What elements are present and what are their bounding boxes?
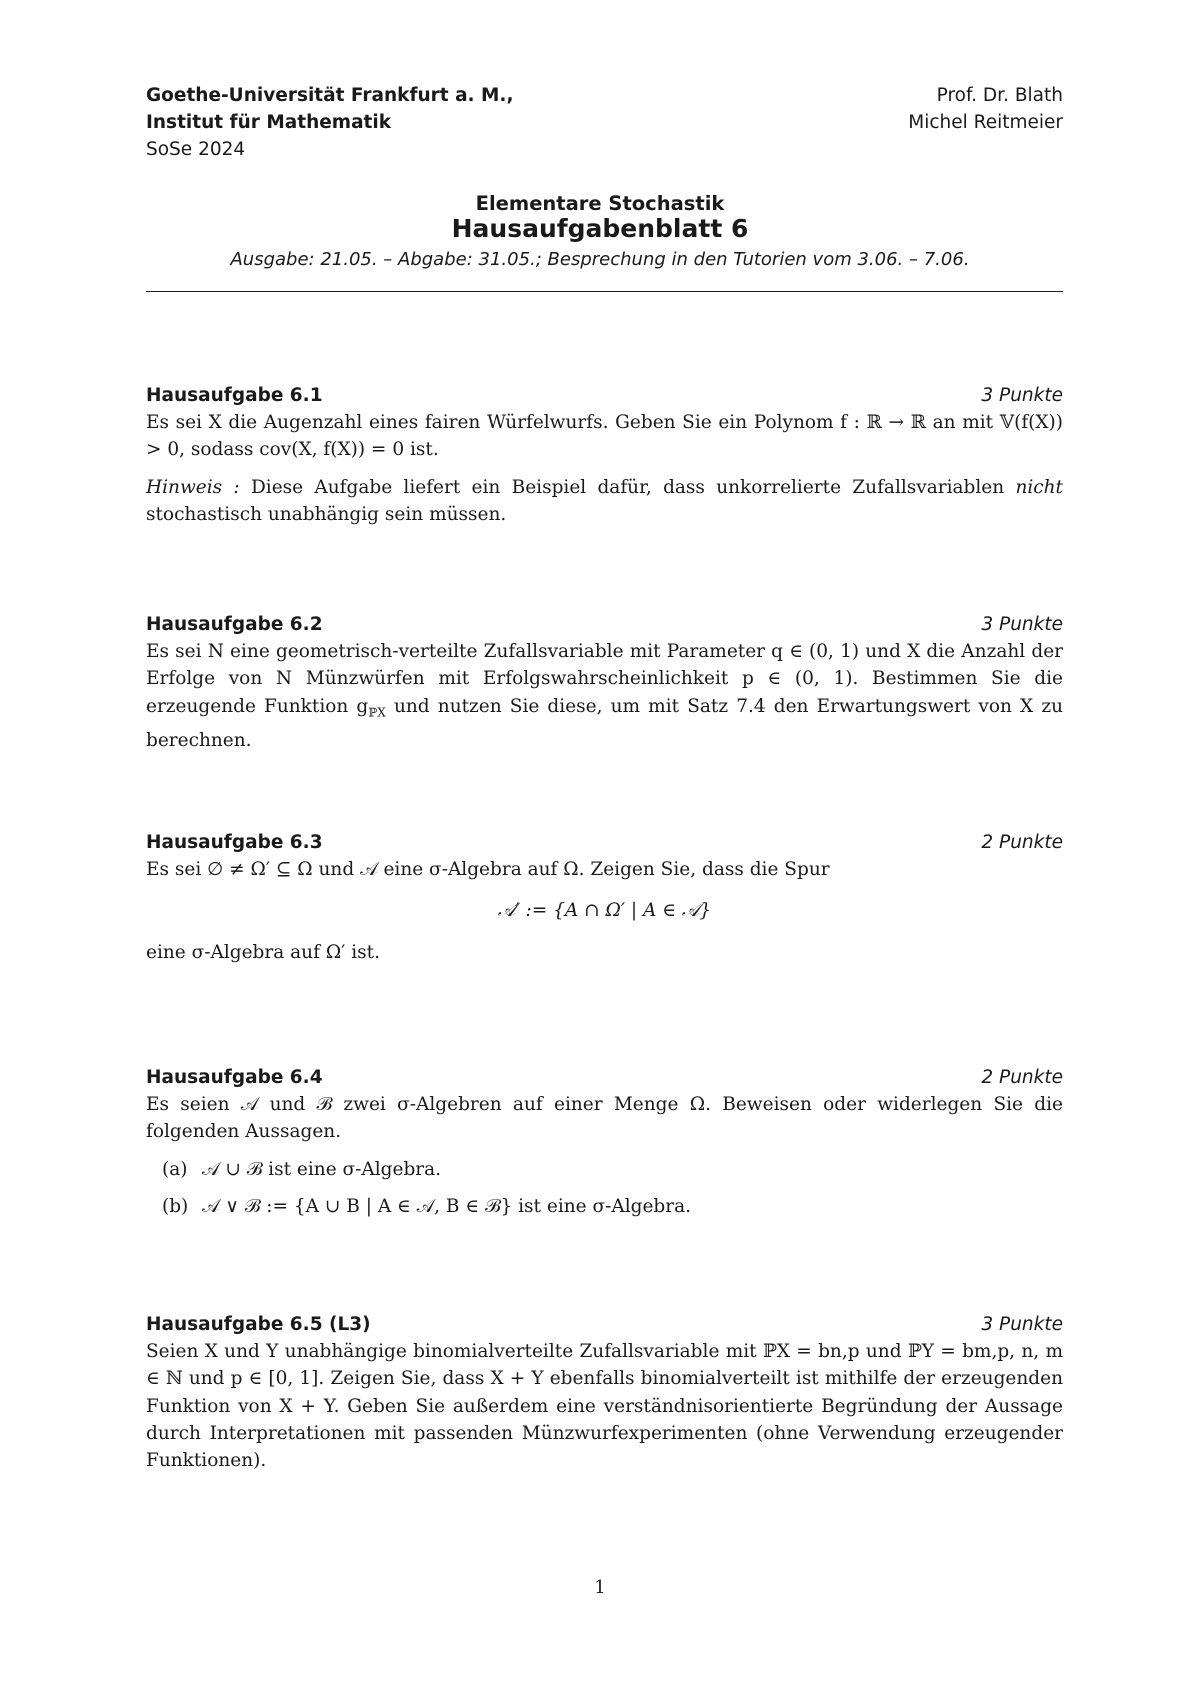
task-statement: Es seien 𝒜 und ℬ zwei σ-Algebren auf einer Menge Ω. Beweisen oder widerlegen Sie die folgenden Aussagen. [146,1094,1063,1143]
task-text [146,856,1063,966]
task-header [146,611,1063,638]
display-formula: 𝒜′ := {A ∩ Ω′ | A ∈ 𝒜} [497,900,712,922]
task-points: 2 Punkte [981,1067,1063,1088]
task-text [146,1338,1063,1474]
task-statement-end: eine σ-Algebra auf Ω′ ist. [146,941,380,963]
task-statement [146,638,1063,754]
task-points: 2 Punkte [981,832,1063,853]
task-header [146,382,1063,409]
header-rule [146,291,1063,292]
item-text: 𝒜 ∨ ℬ := {A ∪ B | A ∈ 𝒜, B ∈ ℬ} ist eine σ-Algebra. [202,1195,692,1217]
assistant-name: Michel Reitmeier [908,112,1063,133]
hint-emphasis: nicht [1015,476,1063,498]
task-6-3 [146,829,1063,966]
item-label: (a) [162,1158,188,1180]
task-hint [146,474,1063,529]
statement-part-2: und nutzen Sie diese, um mit Satz 7.4 den Erwartungswert von X zu berechnen. [146,695,1063,751]
task-6-4 [146,1064,1063,1220]
task-title: Hausaufgabe 6.3 [146,832,323,853]
hint-label: Hinweis : [146,476,240,498]
statement-part-1: Es sei N eine geometrisch-verteilte Zufallsvariable mit Parameter q ∈ (0, 1) und X die Anzahl der Erfolge von N Münzwürfen mit Erfolgswahrscheinlichkeit p ∈ (0, 1). Bestimmen Sie die erzeugende Funktion g [146,641,1063,717]
item-label: (b) [162,1195,189,1217]
task-points: 3 Punkte [981,1314,1063,1335]
task-title: Hausaufgabe 6.1 [146,385,323,406]
university-name: Goethe-Universität Frankfurt a. M., [146,85,514,106]
professor-name: Prof. Dr. Blath [936,85,1063,106]
task-title: Hausaufgabe 6.4 [146,1067,323,1088]
task-title: Hausaufgabe 6.5 (L3) [146,1314,371,1335]
page-number: 1 [594,1577,606,1598]
course-title: Elementare Stochastik [475,192,725,215]
task-text [146,1091,1063,1220]
task-points: 3 Punkte [981,614,1063,635]
hint-text: Diese Aufgabe liefert ein Beispiel dafür, dass unkorrelierte Zufallsvariablen [239,476,1016,498]
institute-name: Institut für Mathematik [146,112,392,133]
task-6-1 [146,382,1063,528]
task-statement: Es sei ∅ ≠ Ω′ ⊆ Ω und 𝒜 eine σ-Algebra auf Ω. Zeigen Sie, dass die Spur [146,859,830,880]
task-header [146,1064,1063,1091]
task-statement: Seien X und Y unabhängige binomialverteilte Zufallsvariable mit ℙX = bn,p und ℙY = bm,p, n, m ∈ ℕ und p ∈ [0, 1]. Zeigen Sie, dass X + Y ebenfalls binomialverteilt ist mithilfe der erzeugenden Funktion von X + Y. Geben Sie außerdem eine verständnisorientierte Begründung der Aussage durch Interpretationen mit passenden Münzwurfexperimenten (ohne Verwendung erzeugender Funktionen). [146,1341,1063,1472]
task-statement: Es sei X die Augenzahl eines fairen Würfelwurfs. Geben Sie ein Polynom f : ℝ → ℝ an mit 𝕍(f(X)) > 0, sodass cov(X, f(X)) = 0 ist. [146,412,1063,461]
list-item [146,1156,1063,1183]
hint-text-end: stochastisch unabhängig sein müssen. [146,503,507,525]
generating-function-subscript: ℙX [368,705,386,720]
item-text: 𝒜 ∪ ℬ ist eine σ-Algebra. [202,1158,442,1180]
task-6-2 [146,611,1063,754]
task-text [146,409,1063,528]
task-title: Hausaufgabe 6.2 [146,614,323,635]
task-header [146,1311,1063,1338]
task-points: 3 Punkte [981,385,1063,406]
sheet-title: Hausaufgabenblatt 6 [451,214,749,243]
task-6-5 [146,1311,1063,1474]
sheet-dates: Ausgabe: 21.05. – Abgabe: 31.05.; Besprechung in den Tutorien vom 3.06. – 7.06. [230,249,970,270]
semester: SoSe 2024 [146,139,246,160]
task-header [146,829,1063,856]
list-item [146,1193,1063,1220]
task-text [146,638,1063,754]
